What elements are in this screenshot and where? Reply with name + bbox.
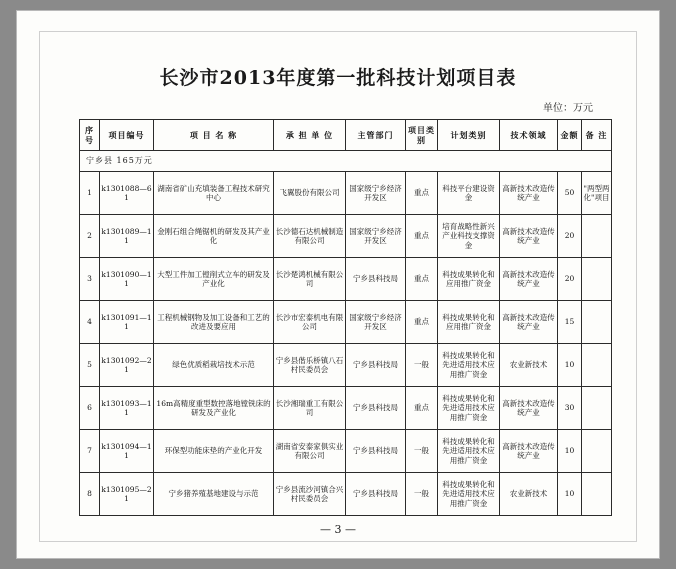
cell-dept: 宁乡县科技局 xyxy=(346,344,406,387)
document-page xyxy=(16,10,660,559)
cell-name: 绿色优质稻栽培技术示范 xyxy=(154,344,274,387)
cell-field: 农业新技术 xyxy=(500,473,558,516)
cell-dept: 宁乡县科技局 xyxy=(346,473,406,516)
column-header-type: 项目类别 xyxy=(406,120,438,151)
cell-note xyxy=(582,301,612,344)
project-table xyxy=(79,119,612,516)
cell-name: 16m高精度重型数控落地镗铣床的研发及产业化 xyxy=(154,387,274,430)
cell-name: 宁乡猪养殖基地建设与示范 xyxy=(154,473,274,516)
cell-dept: 宁乡县科技局 xyxy=(346,430,406,473)
cell-unit: 飞翼股份有限公司 xyxy=(274,172,346,215)
cell-note xyxy=(582,215,612,258)
cell-name: 环保型功能床垫的产业化开发 xyxy=(154,430,274,473)
cell-amount: 10 xyxy=(558,473,582,516)
cell-index: 4 xyxy=(80,301,100,344)
cell-dept: 宁乡县科技局 xyxy=(346,258,406,301)
cell-plan: 科技成果转化和先进适用技术应用推广资金 xyxy=(438,473,500,516)
cell-index: 3 xyxy=(80,258,100,301)
cell-unit: 宁乡县流沙河镇合兴村民委员会 xyxy=(274,473,346,516)
cell-dept: 国家级宁乡经济开发区 xyxy=(346,172,406,215)
page-number: — 3 — xyxy=(320,523,356,536)
table-row xyxy=(80,430,612,473)
cell-plan: 科技成果转化和应用推广资金 xyxy=(438,258,500,301)
cell-index: 6 xyxy=(80,387,100,430)
cell-field: 高新技术改造传统产业 xyxy=(500,172,558,215)
section-label: 宁乡县 165万元 xyxy=(80,151,612,172)
cell-type: 重点 xyxy=(406,258,438,301)
cell-amount: 50 xyxy=(558,172,582,215)
table-row xyxy=(80,215,612,258)
cell-unit: 长沙湘瑞重工有限公司 xyxy=(274,387,346,430)
table-row xyxy=(80,344,612,387)
cell-code: k1301095—21 xyxy=(100,473,154,516)
cell-type: 重点 xyxy=(406,172,438,215)
cell-plan: 培育战略性新兴产业科技支撑资金 xyxy=(438,215,500,258)
cell-code: k1301090—11 xyxy=(100,258,154,301)
cell-amount: 10 xyxy=(558,344,582,387)
cell-note: "两型两化"项目 xyxy=(582,172,612,215)
cell-type: 一般 xyxy=(406,473,438,516)
column-header-name: 项 目 名 称 xyxy=(154,120,274,151)
cell-field: 高新技术改造传统产业 xyxy=(500,430,558,473)
cell-plan: 科技平台建设资金 xyxy=(438,172,500,215)
cell-plan: 科技成果转化和先进适用技术应用推广资金 xyxy=(438,387,500,430)
cell-type: 重点 xyxy=(406,215,438,258)
cell-code: k1301091—11 xyxy=(100,301,154,344)
cell-code: k1301089—11 xyxy=(100,215,154,258)
cell-field: 高新技术改造传统产业 xyxy=(500,387,558,430)
table-row xyxy=(80,473,612,516)
table-header-row xyxy=(80,120,612,151)
cell-name: 大型工件加工镗削式立车的研发及产业化 xyxy=(154,258,274,301)
cell-name: 金刚石组合绳锯机的研发及其产业化 xyxy=(154,215,274,258)
column-header-note: 备 注 xyxy=(582,120,612,151)
cell-note xyxy=(582,387,612,430)
column-header-plan: 计划类别 xyxy=(438,120,500,151)
cell-plan: 科技成果转化和先进适用技术应用推广资金 xyxy=(438,344,500,387)
cell-dept: 国家级宁乡经济开发区 xyxy=(346,215,406,258)
cell-note xyxy=(582,473,612,516)
section-row xyxy=(80,151,612,172)
cell-code: k1301088—61 xyxy=(100,172,154,215)
cell-code: k1301093—11 xyxy=(100,387,154,430)
cell-unit: 长沙市宏泰机电有限公司 xyxy=(274,301,346,344)
cell-type: 一般 xyxy=(406,344,438,387)
cell-name: 湖南省矿山充填装备工程技术研究中心 xyxy=(154,172,274,215)
table-row xyxy=(80,387,612,430)
cell-note xyxy=(582,430,612,473)
cell-plan: 科技成果转化和先进适用技术应用推广资金 xyxy=(438,430,500,473)
cell-field: 高新技术改造传统产业 xyxy=(500,215,558,258)
cell-index: 5 xyxy=(80,344,100,387)
column-header-index: 序号 xyxy=(80,120,100,151)
cell-unit: 长沙楚鸿机械有限公司 xyxy=(274,258,346,301)
cell-note xyxy=(582,344,612,387)
cell-index: 1 xyxy=(80,172,100,215)
cell-field: 高新技术改造传统产业 xyxy=(500,258,558,301)
cell-type: 重点 xyxy=(406,387,438,430)
cell-dept: 国家级宁乡经济开发区 xyxy=(346,301,406,344)
cell-note xyxy=(582,258,612,301)
cell-dept: 宁乡县科技局 xyxy=(346,387,406,430)
column-header-amount: 金额 xyxy=(558,120,582,151)
cell-unit: 长沙德石达机械制造有限公司 xyxy=(274,215,346,258)
cell-field: 农业新技术 xyxy=(500,344,558,387)
column-header-dept: 主管部门 xyxy=(346,120,406,151)
cell-index: 7 xyxy=(80,430,100,473)
cell-type: 一般 xyxy=(406,430,438,473)
unit-note: 单位：万元 xyxy=(543,103,593,114)
cell-amount: 15 xyxy=(558,301,582,344)
column-header-field: 技术领域 xyxy=(500,120,558,151)
cell-name: 工程机械钢物及加工设备和工艺的改进及要应用 xyxy=(154,301,274,344)
cell-amount: 30 xyxy=(558,387,582,430)
column-header-code: 项目编号 xyxy=(100,120,154,151)
page-title: 长沙市2013年度第一批科技计划项目表 xyxy=(159,67,517,89)
cell-index: 2 xyxy=(80,215,100,258)
cell-amount: 10 xyxy=(558,430,582,473)
cell-code: k1301092—21 xyxy=(100,344,154,387)
cell-unit: 湖南省安泰家俱实业有限公司 xyxy=(274,430,346,473)
cell-unit: 宁乡县偕乐桥镇八石村民委员会 xyxy=(274,344,346,387)
column-header-unit: 承 担 单 位 xyxy=(274,120,346,151)
table-row xyxy=(80,258,612,301)
table-row xyxy=(80,301,612,344)
table-row xyxy=(80,172,612,215)
cell-plan: 科技成果转化和应用推广资金 xyxy=(438,301,500,344)
cell-code: k1301094—11 xyxy=(100,430,154,473)
cell-amount: 20 xyxy=(558,215,582,258)
cell-amount: 20 xyxy=(558,258,582,301)
cell-type: 重点 xyxy=(406,301,438,344)
cell-field: 高新技术改造传统产业 xyxy=(500,301,558,344)
cell-index: 8 xyxy=(80,473,100,516)
